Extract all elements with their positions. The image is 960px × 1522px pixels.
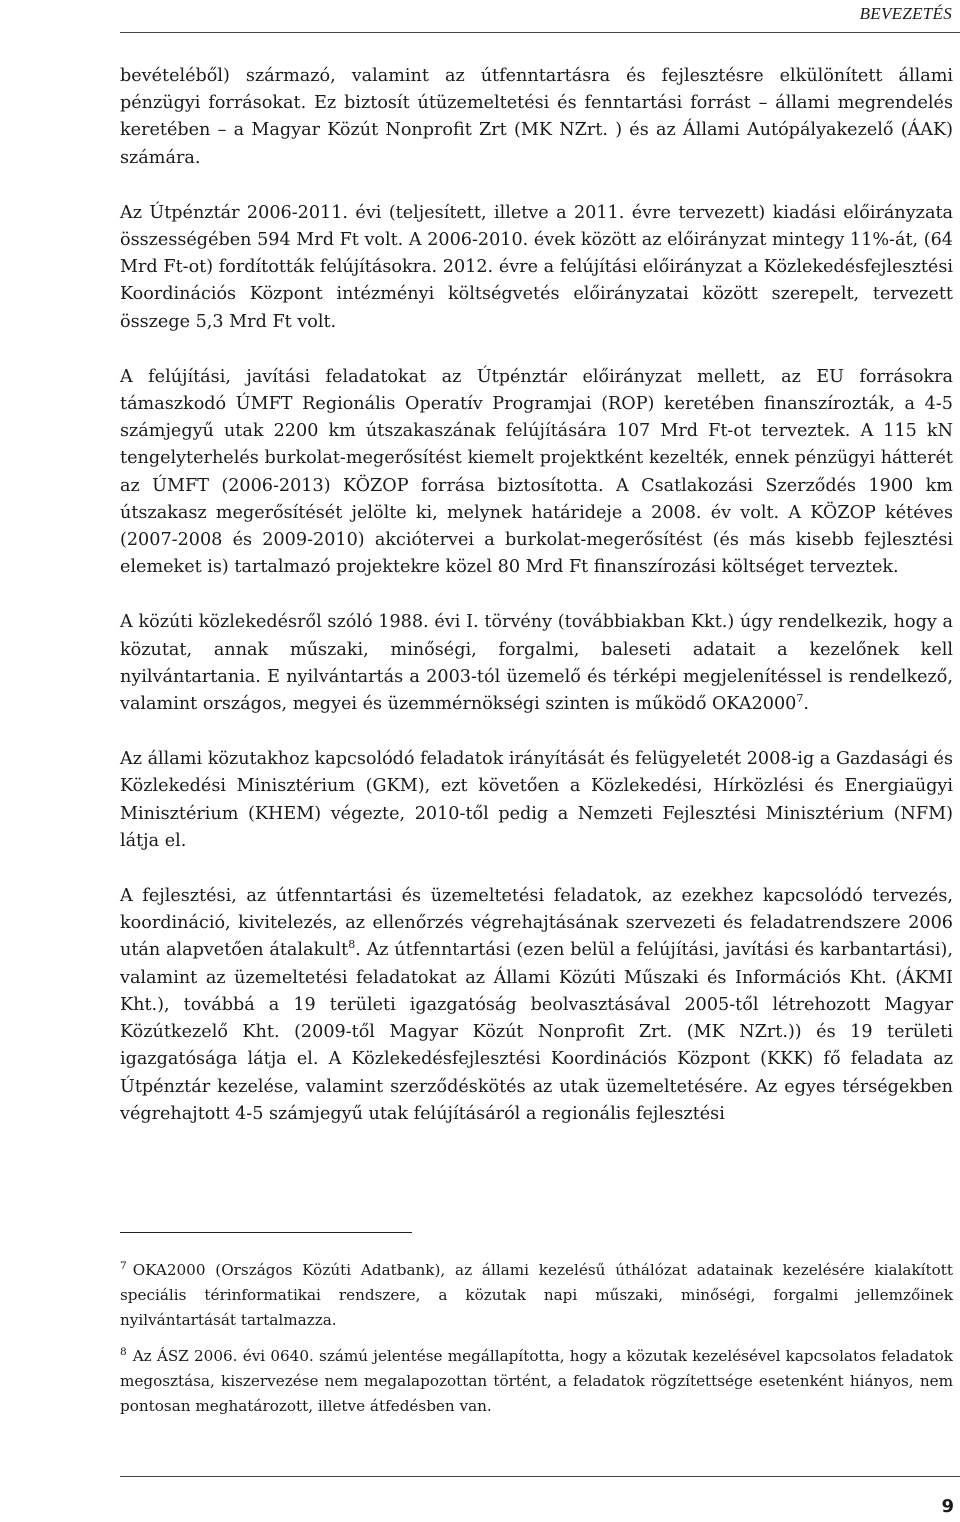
- footnote-ref-8: 8: [348, 938, 356, 952]
- main-text: [120, 63, 953, 1154]
- footnote-separator: [120, 1232, 412, 1233]
- footnotes: [120, 1258, 953, 1429]
- paragraph-2: Az Útpénztár 2006-2011. évi (teljesített, illetve a 2011. évre tervezett) kiadási előirányzata összességében 594 Mrd Ft volt. A 2006-2010. évek között az előirányzat mintegy 11%-át, (64 Mrd Ft-ot) fordították felújításokra. 2012. évre a felújítási előirányzat a Közlekedésfejlesztési Koordinációs Központ intézményi költségvetés előirányzatai között szerepelt, tervezett összege 5,3 Mrd Ft volt.: [120, 202, 953, 332]
- paragraph-6: A fejlesztési, az útfenntartási és üzemeltetési feladatok, az ezekhez kapcsolódó tervezés, koordináció, kivitelezés, az ellenőrzés végrehajtásának szervezeti és feladatrendszere 2006 után alapvetően átalakult$^8$. Az útfenntartási (ezen belül a felújítási, javítási és karbantartási), valamint az üzemeltetési feladatokat az Állami Közúti Műszaki és Információs Kht. (ÁKMI Kht.), továbbá a 19 területi igazgatóság beolvasztásával 2005-től létrehozott Magyar Közútkezelő Kht. (2009-től Magyar Közút Nonprofit Zrt. (MK NZrt.)) és 19 területi igazgatósága látja el. A Közlekedésfejlesztési Koordinációs Központ (KKK) fő feladata az Útpénztár kezelése, valamint szerződéskötés az utak üzemeltetésére. Az egyes térségekben végrehajtott 4-5 számjegyű utak felújításáról a regionális fejlesztési: [120, 886, 953, 1124]
- footnote-8: $^8$ Az ÁSZ 2006. évi 0640. számú jelentése megállapította, hogy a közutak kezelésével kapcsolatos feladatok megosztása, kiszervezése nem megalapozottan történt, a feladatok rögzítettsége esetenként hiányos, nem pontosan meghatározott, illetve átfedésben van.: [120, 1345, 953, 1416]
- paragraph-1: bevételéből) származó, valamint az útfenntartásra és fejlesztésre elkülönített állami pénzügyi forrásokat. Ez biztosít útüzemeltetési és fenntartási forrást – állami megrendelés keretében – a Magyar Közút Nonprofit Zrt (MK NZrt. ) és az Állami Autópályakezelő (ÁAK) számára.: [120, 66, 953, 168]
- running-head: BEVEZETÉS: [859, 4, 952, 23]
- footer-rule: [120, 1476, 960, 1477]
- paragraph-5: Az állami közutakhoz kapcsolódó feladatok irányítását és felügyeletét 2008-ig a Gazdasági és Közlekedési Minisztérium (GKM), ezt követően a Közlekedési, Hírközlési és Energiaügyi Minisztérium (KHEM) végezte, 2010-től pedig a Nemzeti Fejlesztési Minisztérium (NFM) látja el.: [120, 749, 953, 851]
- page-number: 9: [941, 1496, 954, 1517]
- footnote-ref-7: 7: [796, 692, 804, 706]
- footnote-7: $^7$ OKA2000 (Országos Közúti Adatbank), az állami kezelésű úthálózat adatainak kezelésére kialakított speciális térinformatikai rendszere, a közutak napi műszaki, minőségi, forgalmi jellemzőinek nyilvántartását tartalmazza.: [120, 1259, 953, 1330]
- header-rule: [120, 32, 960, 33]
- footnote-number: 8: [120, 1345, 127, 1358]
- paragraph-4: A közúti közlekedésről szóló 1988. évi I. törvény (továbbiakban Kkt.) úgy rendelkezik, hogy a közutat, annak műszaki, minőségi, forgalmi, baleseti adatait a kezelőnek kell nyilvántartania. E nyilvántartás a 2003-tól üzemelő és térképi megjelenítéssel is rendelkező, valamint országos, megyei és üzemmérnökségi szinten is működő OKA2000$^7$.: [120, 612, 953, 715]
- footnote-number: 7: [120, 1259, 127, 1272]
- paragraph-3: A felújítási, javítási feladatokat az Útpénztár előirányzat mellett, az EU forrásokra támaszkodó ÚMFT Regionális Operatív Programjai (ROP) keretében finanszírozták, a 4-5 számjegyű utak 2200 km útszakaszának felújítására 107 Mrd Ft-ot terveztek. A 115 kN tengelyterhelés burkolat-megerősítést kiemelt projektként kezelték, ennek pénzügyi hátterét az ÚMFT (2006-2013) KÖZOP forrása biztosította. A Csatlakozási Szerződés 1900 km útszakasz megerősítését jelölte ki, melynek határideje a 2008. év volt. A KÖZOP kétéves (2007-2008 és 2009-2010) akciótervei a burkolat-megerősítést (és más kisebb fejlesztési elemeket is) tartalmazó projektekre közel 80 Mrd Ft finanszírozási költséget terveztek.: [120, 366, 953, 578]
